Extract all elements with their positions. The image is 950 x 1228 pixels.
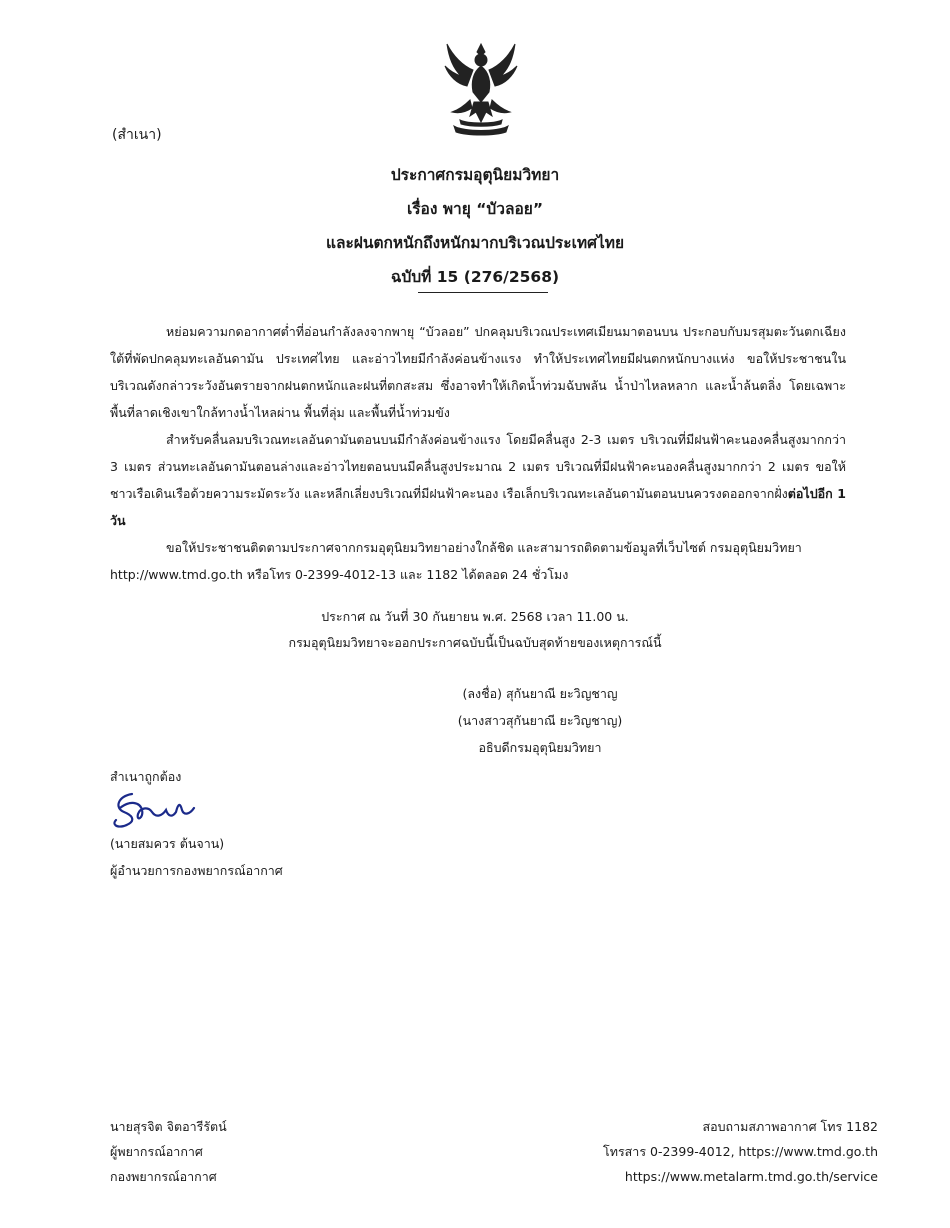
forecaster-name: นายสุรจิต จิตอารีรัตน์ (110, 1119, 227, 1134)
final-notice: กรมอุตุนิยมวิทยาจะออกประกาศฉบับนี้เป็นฉบับสุดท้ายของเหตุการณ์นี้ (288, 635, 662, 650)
announcement-date: ประกาศ ณ วันที่ 30 กันยายน พ.ศ. 2568 เวลา 11.00 น. (321, 609, 629, 624)
paragraph-3-contact: http://www.tmd.go.th หรือโทร 0-2399-4012-13 และ 1182 ได้ตลอด 24 ชั่วโมง (110, 567, 569, 582)
title-line-3: และฝนตกหนักถึงหนักมากบริเวณประเทศไทย (325, 234, 625, 252)
signed-line: (ลงชื่อ) สุกันยาณี ยะวิญชาญ (462, 686, 618, 701)
forecaster-info (110, 1114, 227, 1189)
paragraph-2 (110, 426, 846, 534)
title-divider (418, 292, 548, 293)
paragraph-3: ขอให้ประชาชนติดตามประกาศจากกรมอุตุนิยมวิทยาอย่างใกล้ชิด และสามารถติดตามข้อมูลที่เว็บไซต์ กรมอุตุนิยมวิทยา (166, 540, 802, 555)
contact-phone: สอบถามสภาพอากาศ โทร 1182 (702, 1119, 878, 1134)
forecaster-division: กองพยากรณ์อากาศ (110, 1169, 217, 1184)
paragraph-2-emphasis: ต่อไปอีก 1 วัน (110, 486, 846, 528)
contact-info (603, 1114, 878, 1189)
forecaster-title: ผู้พยากรณ์อากาศ (110, 1144, 203, 1159)
announcement-body (110, 318, 846, 588)
paragraph-2-text: สำหรับคลื่นลมบริเวณทะเลอันดามันตอนบนมีกำลังค่อนข้างแรง โดยมีคลื่นสูง 2-3 เมตร บริเวณที่มีฝนฟ้าคะนองคลื่นสูงมากกว่า 3 เมตร ส่วนทะเลอันดามันตอนล่างและอ่าวไทยตอนบนมีคลื่นสูงประมาณ 2 เมตร บริเวณที่มีฝนฟ้าคะนองคลื่นสูงมากกว่า 2 เมตร ขอให้ชาวเรือเดินเรือด้วยความระมัดระวัง และหลีกเลี่ยงบริเวณที่มีฝนฟ้าคะนอง เรือเล็กบริเวณทะเลอันดามันตอนบนควรงดออกจากฝั่ง (110, 432, 846, 501)
signatory-position: อธิบดีกรมอุตุนิยมวิทยา (478, 740, 602, 755)
certifier-name: (นายสมควร ต้นจาน) (110, 836, 225, 851)
title-line-1: ประกาศกรมอุตุนิยมวิทยา (390, 166, 560, 184)
paragraph-1: หย่อมความกดอากาศต่ำที่อ่อนกำลังลงจากพายุ “บัวลอย” ปกคลุมบริเวณประเทศเมียนมาตอนบน ประกอบกับมรสุมตะวันตกเฉียงใต้ที่พัดปกคลุมทะเลอันดามัน ประเทศไทย และอ่าวไทยมีกำลังค่อนข้างแรง ทำให้ประเทศไทยมีฝนตกหนักบางแห่ง ขอให้ประชาชนในบริเวณดังกล่าวระวังอันตรายจากฝนตกหนักและฝนที่ตกสะสม ซึ่งอาจทำให้เกิดน้ำท่วมฉับพลัน น้ำป่าไหลหลาก และน้ำล้นตลิ่ง โดยเฉพาะพื้นที่ลาดเชิงเขาใกล้ทางน้ำไหลผ่าน พื้นที่ลุ่ม และพื้นที่น้ำท่วมขัง (110, 324, 846, 420)
certifier-position: ผู้อำนวยการกองพยากรณ์อากาศ (110, 863, 283, 878)
certified-copy-label: สำเนาถูกต้อง (110, 769, 182, 784)
signature-icon (110, 788, 210, 828)
announcement-date-block (0, 604, 950, 656)
title-line-4: ฉบับที่ 15 (276/2568) (390, 268, 560, 286)
title-line-2: เรื่อง พายุ “บัวลอย” (406, 200, 544, 218)
contact-fax-website: โทรสาร 0-2399-4012, https://www.tmd.go.th (603, 1144, 878, 1159)
garuda-emblem-icon (440, 40, 522, 138)
announcement-title (0, 158, 950, 294)
copy-tag: (สำเนา) (112, 127, 162, 143)
certifier-block (110, 830, 283, 884)
signatory-block (400, 680, 680, 761)
signatory-name: (นางสาวสุกันยาณี ยะวิญชาญ) (457, 713, 623, 728)
contact-service-url: https://www.metalarm.tmd.go.th/service (624, 1169, 878, 1184)
